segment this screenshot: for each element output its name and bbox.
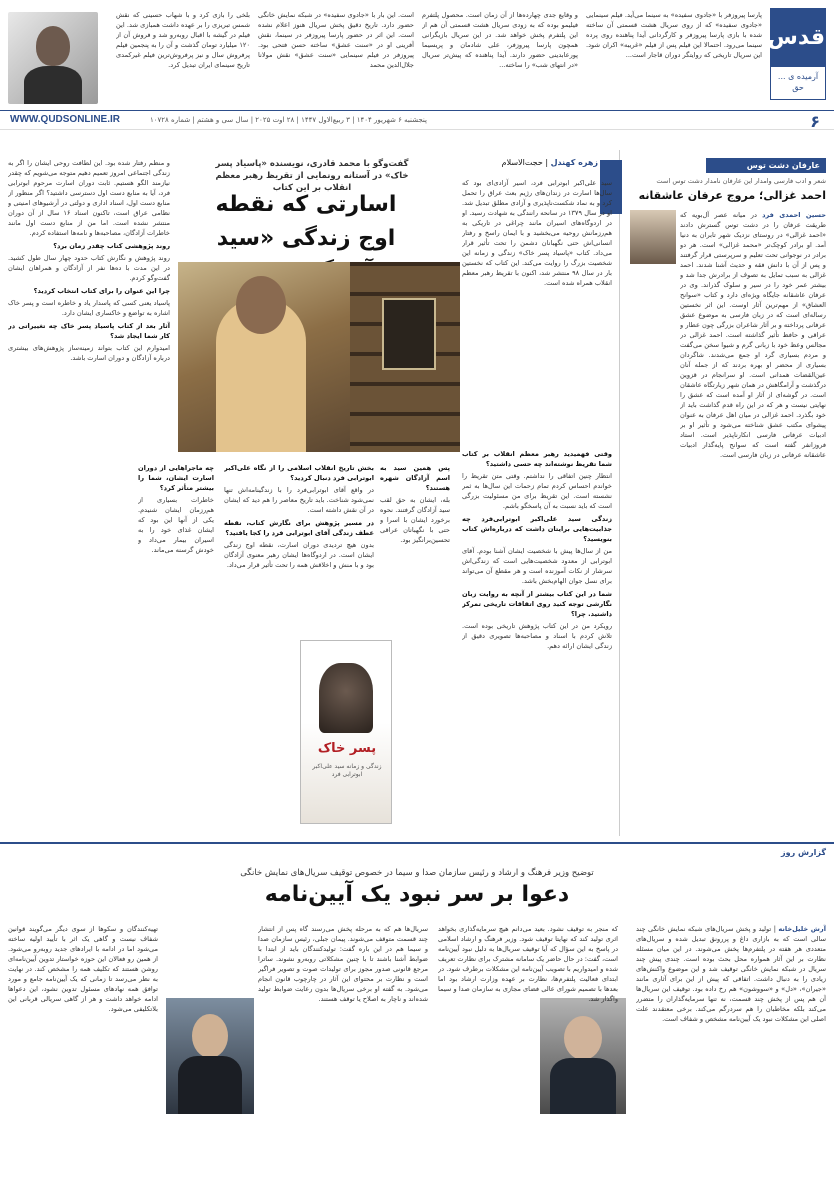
framed-portrait bbox=[382, 298, 436, 370]
logo-mark: قدس bbox=[771, 9, 825, 67]
author-photo bbox=[630, 210, 676, 264]
answer: پاسیاد یعنی کسی که پاسدار یاد و خاطره است و پسر خاک اشاره به تواضع و خاکساری ایشان دارد. bbox=[8, 299, 170, 317]
book-cover-image bbox=[300, 640, 392, 824]
answer: روند پژوهش و نگارش کتاب حدود چهار سال طول کشید. در این مدت با ده‌ها نفر از آزادگان و همراهان ایشان گفت‌وگو کردم. bbox=[8, 254, 170, 282]
interview-intro: سید علی‌اکبر ابوترابی فرد، اسیر آزادی‌ای بود که سال‌ها اسارت در زندان‌های رژیم بعث عراق را تحمل کرد و به نماد شکست‌ناپذیری و آزادی مطلق تبدیل شد. او در سال ۱۳۷۹ در سانحه رانندگی به شهادت رسید. او در اردوگاه‌های اسیران مانند چراغی در تاریکی به هم‌رزمانش روحیه می‌بخشید و با ایمان راسخ و رفتار انسانی‌اش حتی نگهبانان دشمن را تحت تأثیر قرار می‌داد. کتاب «پاسیاد پسر خاک» زندگی و زمانه این شخصیت بزرگ را روایت می‌کند. این کتاب که نخستین بار در سال ۹۸ منتشر شد، اکنون با تقریظ رهبر معظم انقلاب همراه شده است. bbox=[462, 179, 612, 287]
question: چرا این عنوان را برای کتاب انتخاب کردید؟ bbox=[33, 287, 170, 295]
top-news-col-3: است. این بار با «جادوی سفیده» در شبکه نمایش خانگی حضور دارد. تاریخ دقیق پخش سریال هنوز اعلام نشده است. این اثر در حضور پارسا پیروزفر در سینما، نقش آفرینی او در «سنت عشق» ساخته حسن فتحی بود. پیروزفر در فیلم سینمایی «سنت عشق» نقش مولانا جلال‌الدین محمد bbox=[258, 11, 414, 69]
answer: من از سال‌ها پیش با شخصیت ایشان آشنا بودم. آقای ابوترابی از معدود شخصیت‌هایی است که زندگی‌اش سرشار از نکات آموزنده است و هر مقطع آن می‌تواند برای نسل جوان الهام‌بخش باشد. bbox=[462, 547, 612, 585]
question: بخش تاریخ انقلاب اسلامی را از نگاه علی‌اکبر ابوترابی فرد دنبال کردید؟ bbox=[224, 464, 374, 482]
interview-qa-inner bbox=[380, 460, 450, 636]
logo-subtitle: آرمیده ی ... حق bbox=[777, 72, 819, 92]
reporter-name: زهره کهندل bbox=[550, 158, 598, 167]
sidebar-subtitle: شعر و ادب فارسی وامدار این عارفان نامدار دشت توس است bbox=[656, 177, 826, 185]
reporter-role: حجت‌الاسلام bbox=[501, 158, 543, 167]
question: پس همین سید به اسم آزادگان شهره هستند؟ bbox=[380, 464, 450, 492]
irib-head-photo bbox=[166, 998, 254, 1114]
book-subtitle: زندگی و زمانه سید علی‌اکبر ابوترابی فرد bbox=[312, 763, 382, 778]
answer: و منظم رفتار شده بود. این لطافت روحی ایشان را اگر به زندگی اجتماعی امروز تعمیم دهیم متوجه می‌شویم که چقدر نیازمند الگو هستیم. ثابت دوران اسارت مرحوم ابوترابی فرد، آیا به منابع دست اول دسترسی داشتید؟ اگر منظور از منابع دست اول، اسناد اداری و دولتی در آرشیوهای امنیتی و نظامی عراق است، تاکنون اسناد ۱۶ سال از آن دوران منتشر نشده است. اما من از منابع دست اول مانند خاطرات آزادگان، مصاحبه‌ها و نامه‌ها استفاده کردم. bbox=[8, 159, 170, 237]
answer: خاطرات بسیاری از هم‌رزمان ایشان شنیدم. یکی از آنها این بود که ایشان غذای خود را به اسیران بیمار می‌داد و خودش گرسنه می‌ماند. bbox=[138, 496, 214, 554]
answer: در واقع آقای ابوترابی‌فرد را با زندگینامه‌اش تنها نمی‌شود شناخت. باید تاریخ معاصر را هم دید که ایشان در آن نقش داشته است. bbox=[224, 486, 374, 514]
interviewee-photo bbox=[178, 262, 460, 452]
report-author: آرش خلیل‌خانه bbox=[778, 925, 826, 933]
question: روند پژوهشی کتاب چقدر زمان برد؟ bbox=[53, 242, 170, 250]
interview-qa-right bbox=[462, 446, 612, 836]
answer: انتظار چنین اتفاقی را نداشتم. وقتی متن تقریظ را خواندم احساس کردم تمام زحمات این سال‌ها به ثمر نشسته است. این تقریظ برای من مسئولیت بزرگی است که باید نسبت به آن پاسخگو باشم. bbox=[462, 472, 612, 510]
report-col-2: که منجر به توقیف نشود. بعید می‌دانم هیچ سرمایه‌گذاری بخواهد اثری تولید کند که نهایتا توقیف شود. وزیر فرهنگ و ارشاد اسلامی در پاسخ به این سؤال که آیا توقیف سریال‌ها به دلیل نبود آیین‌نامه است، گفت: در حال حاضر یک سامانه مشترک برای نظارت تعریف شده و امیدواریم با تصویب آیین‌نامه این مشکلات برطرف شود. در ابتدای فعالیت پلتفرم‌ها، نظارت بر عهده وزارت ارشاد بود اما بعدها با تصمیم شورای عالی فضای مجازی به سازمان صدا و سیما واگذار شد. bbox=[438, 925, 618, 1003]
interview-kicker: گفت‌وگو با محمد قادری، نویسنده «پاسیاد پسر خاک» در آستانه رونمایی از تقریظ رهبر معظم انقلاب بر این کتاب bbox=[215, 159, 409, 193]
top-news-col-2: و وقایع جدی چهارده‌ها از آن زمان است. محصول پلتفرم فیلیمو بوده که به زودی سریال هشت قسمتی آن هم از این پلتفرم پخش خواهد شد. در این سریال بازیگرانی همچون پارسا پیروزفر، علی شادمان و پریسیما پورعابدینی حضور دارند. آیدا پناهنده که پیش‌تر سریال «در انتهای شب» را ساخته... bbox=[422, 11, 578, 69]
answer: رویکرد من در این کتاب پژوهش تاریخی بوده است. تلاش کردم با اسناد و مصاحبه‌ها تصویری دقیق از زندگی ایشان ارائه دهم. bbox=[462, 622, 612, 650]
answer: بله، ایشان به حق لقب سید آزادگان گرفتند. نحوه برخورد ایشان با اسرا و حتی با نگهبانان عراقی تحسین‌برانگیز بود. bbox=[380, 496, 450, 544]
book-title: پسر خاک bbox=[317, 741, 377, 756]
report-col-1: آرش خلیل‌خانه | تولید و پخش سریال‌های شبکه نمایش خانگی چند سالی است که به بازاری داغ و پررونق تبدیل شده و سریال‌های متعددی هر هفته در پلتفرم‌ها پخش می‌شوند. در این میان مسئله نظارت بر این آثار همواره محل بحث بوده است. چندی پیش چند سریال در شبکه نمایش خانگی توقیف شد و این موضوع واکنش‌های زیادی را به دنبال داشت. اتفاقی که پیش از این برای آثاری مانند «جیران»، «دل» و «سووشون» هم رخ داده بود. توقیف این سریال‌ها آن هم پس از پخش چند قسمت، نه تنها سرمایه‌گذاران را متضرر می‌کند بلکه مخاطبان را هم سردرگم می‌کند. برخی معتقدند علت اصلی این مشکلات نبود یک آیین‌نامه مشخص و شفاف است. bbox=[636, 925, 826, 1023]
answer: بدون هیچ تردیدی دوران اسارت، نقطه اوج زندگی ایشان است. در اردوگاه‌ها ایشان رهبر معنوی آزادگان بود و با منش و اخلاقش همه را تحت تأثیر قرار می‌داد. bbox=[224, 541, 374, 569]
issue-dateline: پنجشنبه ۶ شهریور ۱۴۰۴ | ۳ ربیع‌الاول ۱۴۴۷ | ۲۸ اوت ۲۰۲۵ | سال سی و هشتم | شماره ۱۰۷۲۸ bbox=[150, 116, 427, 124]
report-col-4: تهیه‌کنندگان و سکوها از سوی دیگر می‌گویند قوانین شفاف نیست و گاهی یک اثر با تأیید اولیه ساخته می‌شود اما در ادامه با ایرادهای جدید روبه‌رو می‌شود. از همین رو فعالان این حوزه خواستار تدوین آیین‌نامه‌ای روشن هستند که تکلیف همه را مشخص کند. در نهایت به نظر می‌رسد تا زمانی که یک آیین‌نامه جامع و مورد توافق همه نهادهای مسئول تدوین نشود، این دعواها ادامه خواهد داشت و هر از گاهی سریالی قربانی این بلاتکلیفی می‌شود. bbox=[8, 925, 158, 1013]
interview-qa-far-left bbox=[8, 158, 170, 834]
report-col-3: سریال‌ها هم که به مرحله پخش می‌رسند گاه پس از انتشار چند قسمت متوقف می‌شوند. پیمان جبلی، رئیس سازمان صدا و سیما هم در این باره گفت: تولیدکنندگان باید از ابتدا با ضوابط آشنا باشند تا با چنین مشکلاتی روبه‌رو نشوند. ساترا مرجع قانونی صدور مجوز برای تولیدات صوت و تصویر فراگیر است و نظارت بر محتوای این آثار در چارچوب قانون انجام می‌شود. به گفته او برخی سریال‌ها بدون رعایت ضوابط تولید شده‌اند و ناچار به اصلاح یا توقف هستند. bbox=[258, 925, 428, 1003]
website-link[interactable]: WWW.QUDSONLINE.IR bbox=[10, 114, 120, 125]
interviewee-head bbox=[236, 276, 286, 334]
report-headline[interactable]: دعوا بر سر نبود یک آیین‌نامه bbox=[264, 882, 570, 907]
top-news-col-1: پارسا پیروزفر با «جادوی سفیده» به سینما می‌آید. فیلم سینمایی «جادوی سفیده» که از روی سریال هشت قسمتی آن ساخته شده با بازی پارسا پیروزفر و کارگردانی آیدا پناهنده روی پرده سینما می‌رود. احتمالا این فیلم پس از فیلم «غریبه» اکران شود. این سریال تاریخی که روایتگر دوران قاجار است... bbox=[586, 11, 762, 59]
top-news-col-4: بلخی را بازی کرد و با شهاب حسینی که نقش شمس تبریزی را بر عهده داشت همبازی شد. این فیلم در گیشه با اقبال روبه‌رو شد و فروش آن از ۱۲۰ میلیارد تومان گذشت و آن را به پنجمین فیلم پرفروش سال و نیز پرفروش‌ترین فیلم غیرکمدی تاریخ سینمای ایران تبدیل کرد. bbox=[116, 11, 250, 69]
sidebar-text: در میانه عصر آل‌بویه که طریقت عرفان را در دشت توس گسترش دادند «احمد غزالی» در روستای نزدیک شهر تابران به دنیا آمد. او برادر کوچک‌تر «محمد غزالی» است. هر دو برادر در نوجوانی تحت تعلیم و سرپرستی قرار گرفتند و پس از آن با دانش فقه و حدیث آشنا شدند. احمد غزالی به سبب تمایل به تصوف از برادرش جدا شد و بیشتر عمر خود را در سیر و سلوک گذراند. وی در عرفان عاشقانه جایگاه ویژه‌ای دارد و کتاب «سوانح العشاق» از مهم‌ترین آثار اوست. این اثر نخستین رساله‌ای است که در زبان فارسی به موضوع عشق عرفانی پرداخته و بر آثار شاعران بزرگی چون عطار و عراقی و حافظ تأثیر گذاشته است. احمد غزالی در مجالس وعظ خود با زبانی گرم و شیوا سخن می‌گفت و مردم بسیاری گرد او جمع می‌شدند. شاگردان بسیاری از محضر او بهره بردند که از جمله آنان عین‌القضات همدانی است. او سرانجام در قزوین درگذشت و آرامگاهش در همان شهر زیارتگاه عاشقان است. در گوشه‌ای از آثار او آمده است که عشق را نهایتی نیست و هر که در این راه قدم گذاشت باید از خود بگذرد. احمد غزالی در میان اهل عرفان به عنوان پیشوای مکتب عشق شناخته می‌شود و تأثیر او بر ادبیات عرفانی فارسی انکارناپذیر است. استاد فروزانفر گفته است که سوانح پایه‌گذار ادبیات عاشقانه عرفانی در زبان فارسی است. bbox=[680, 211, 826, 459]
reporter-byline: زهره کهندل | حجت‌الاسلام bbox=[501, 158, 598, 167]
column-divider bbox=[619, 150, 620, 836]
question: زندگی سید علی‌اکبر ابوترابی‌فرد چه جذابیت‌هایی برایتان داشت که درباره‌اش کتاب بنویسید؟ bbox=[462, 515, 612, 543]
sidebar-author: حسین احمدی فرد bbox=[762, 211, 826, 219]
sidebar-title[interactable]: احمد غزالی؛ مروج عرفان عاشقانه bbox=[638, 189, 826, 202]
sidebar-body bbox=[680, 210, 826, 830]
page-masthead bbox=[0, 110, 834, 130]
question: آثار بعد از کتاب پاسیاد پسر خاک چه تغییراتی در کار شما ایجاد شد؟ bbox=[8, 322, 170, 340]
answer: امیدوارم این کتاب بتواند زمینه‌ساز پژوهش‌های بیشتری درباره آزادگان و دوران اسارت باشد. bbox=[8, 344, 170, 362]
actor-portrait bbox=[8, 12, 98, 104]
report-section bbox=[0, 842, 834, 1200]
book-cover-portrait bbox=[319, 663, 373, 733]
sidebar-section-label: عارفان دشت توس bbox=[706, 158, 826, 173]
top-news-strip bbox=[0, 0, 834, 108]
report-section-label: گزارش روز bbox=[781, 848, 826, 857]
question: در مسیر پژوهش برای نگارش کتاب، نقطه عطف زندگی آقای ابوترابی فرد را کجا یافتید؟ bbox=[224, 519, 374, 537]
report-kicker: توضیح وزیر فرهنگ و ارشاد و رئیس سازمان صدا و سیما در خصوص توقیف سریال‌های نمایش خانگی bbox=[240, 868, 594, 878]
interview-headline[interactable]: اسارتی که نقطه اوج زندگی «سید bbox=[215, 192, 397, 251]
question: شما در این کتاب بیشتر از آنچه به روایت زبان نگارشی توجه کنید روی اتفاقات تاریخی تمرکز داشتید. چرا؟ bbox=[462, 590, 612, 618]
report-text: تولید و پخش سریال‌های شبکه نمایش خانگی چند سالی است که به بازاری داغ و پررونق تبدیل شده و سریال‌های متعددی هر هفته در پلتفرم‌ها پخش می‌شوند. در این میان مسئله نظارت بر این آثار همواره محل بحث بوده است. چندی پیش چند سریال در شبکه نمایش خانگی توقیف شد و این موضوع واکنش‌های زیادی را به دنبال داشت. اتفاقی که پیش از این برای آثاری مانند «جیران»، «دل» و «سووشون» هم رخ داده بود. توقیف این سریال‌ها آن هم پس از پخش چند قسمت، نه تنها سرمایه‌گذاران را متضرر می‌کند بلکه مخاطبان را هم سردرگم می‌کند. برخی معتقدند علت اصلی این مشکلات نبود یک آیین‌نامه مشخص و شفاف است. bbox=[636, 925, 826, 1023]
page-number: ۶ bbox=[810, 112, 820, 131]
question: چه ماجراهایی از دوران اسارت ایشان، شما را بیشتر متأثر کرد؟ bbox=[138, 464, 214, 492]
question: وقتی فهمیدید رهبر معظم انقلاب بر کتاب شما تقریظ نوشته‌اند چه حسی داشتید؟ bbox=[462, 450, 612, 468]
sidebar-column bbox=[626, 158, 826, 834]
newspaper-logo[interactable] bbox=[767, 8, 826, 100]
